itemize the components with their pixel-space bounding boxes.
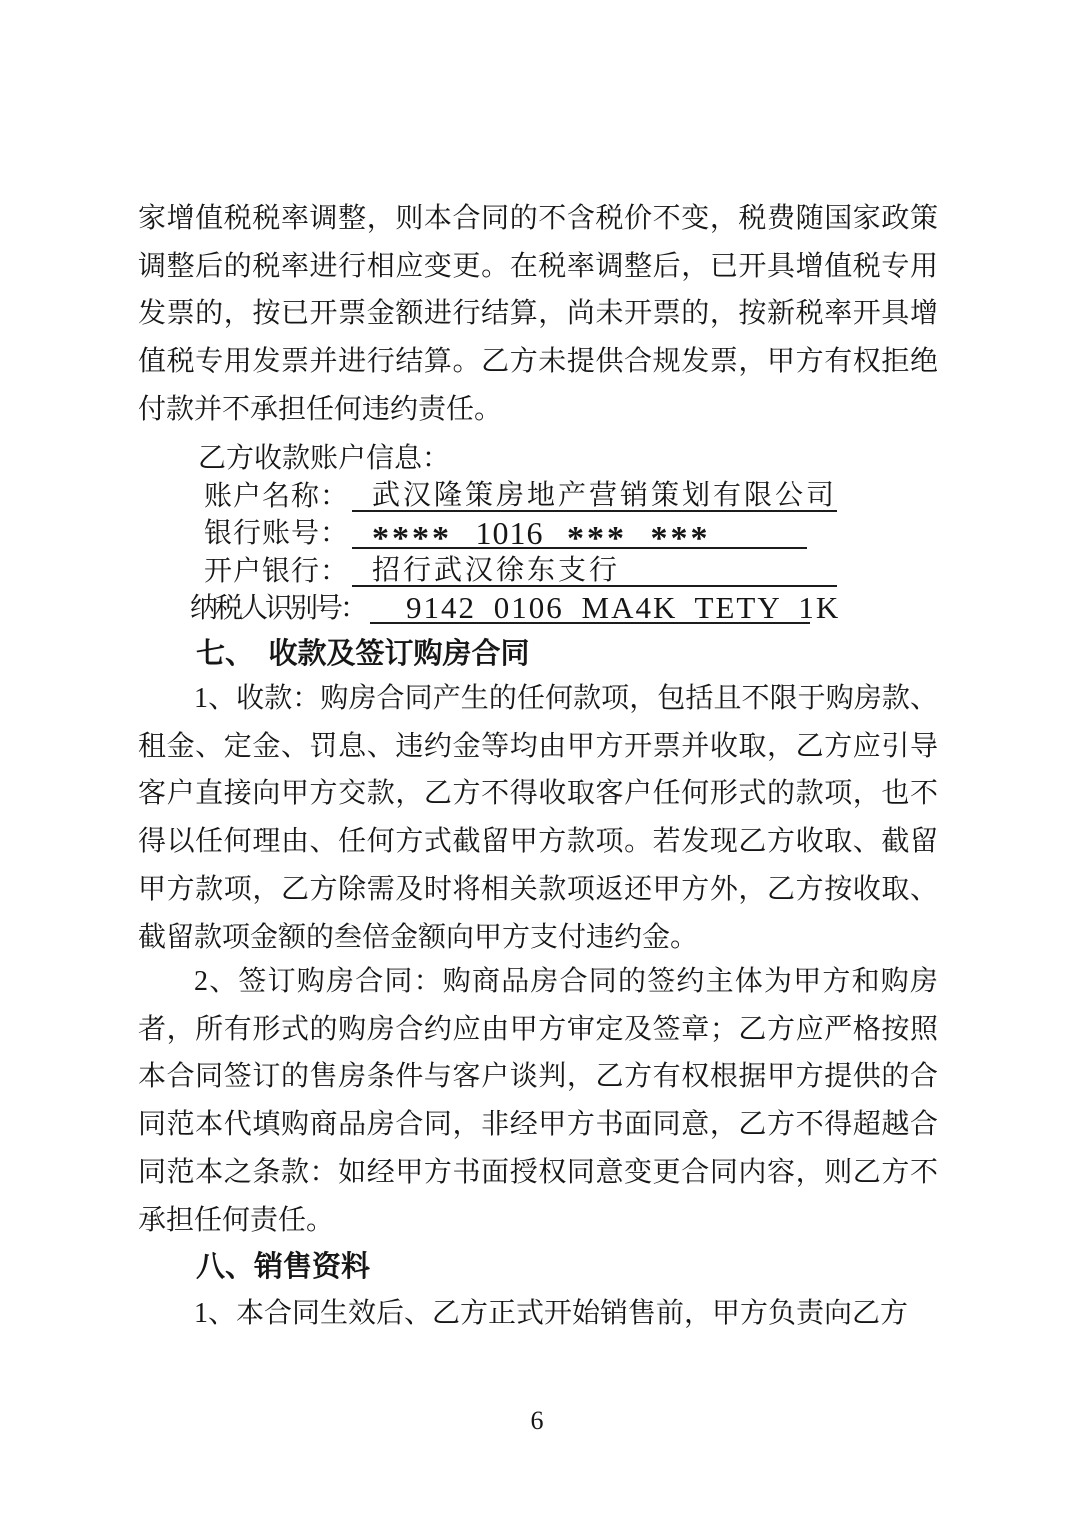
account-name-label: 账户名称： [204,480,350,512]
taxpayer-id-label: 纳税人识别号： [190,593,366,625]
visible-digits: 1016 [475,515,544,552]
paragraph-signing-purchase-contract: 2、签订购房合同：购商品房合同的签约主体为甲方和购房者，所有形式的购房合约应由甲方审定及签章；乙方应严格按照本合同签订的售房条件与客户谈判，乙方有权根据甲方提供的合同范本代填购商品房合同，非经甲方书面同意，乙方不得超越合同范本之条款：如经甲方书面授权同意变更合同内容，则乙方不承担任何责任。 [138,966,938,1236]
paragraph-payment-collection: 1、收款：购房合同产生的任何款项，包括且不限于购房款、租金、定金、罚息、违约金等均由甲方开票并收取，乙方应引导客户直接向甲方交款，乙方不得收取客户任何形式的款项，也不得以任何理由、任何方式截留甲方款项。若发现乙方收取、截留甲方款项，乙方除需及时将相关款项返还甲方外，乙方按收取、截留款项金额的叁倍金额向甲方支付违约金。 [138,683,938,953]
account-info-intro: 乙方收款账户信息： [198,443,451,474]
section-heading-eight-sales-materials: 八、销售资料 [196,1251,371,1283]
account-row-bank [138,553,938,591]
account-row-name [138,478,938,516]
taxpayer-id-value: 9142 0106 MA4K TETY 1K [370,593,810,624]
section-heading-seven-payment-and-contract: 七、 收款及签订购房合同 [196,638,530,670]
payee-account-info-block [138,440,938,628]
account-name-value: 武汉隆策房地产营销策划有限公司 [352,481,837,512]
bank-number-label: 银行账号： [204,518,350,550]
account-row-taxpayer-id [138,590,938,628]
page-number: 6 [530,1406,544,1435]
paragraph-vat-adjustment: 家增值税税率调整，则本合同的不含税价不变，税费随国家政策调整后的税率进行相应变更。在税率调整后，已开具增值税专用发票的，按已开票金额进行结算，尚未开票的，按新税率开具增值税专用发票并进行结算。乙方未提供合规发票，甲方有权拒绝付款并不承担任何违约责任。 [138,203,938,425]
opening-bank-value: 招行武汉徐东支行 [352,556,837,587]
account-row-bank-number [138,515,938,558]
opening-bank-label: 开户银行： [204,555,350,587]
paragraph-sales-materials: 1、本合同生效后、乙方正式开始销售前，甲方负责向乙方 [194,1298,909,1329]
masked-digits-head: **** [372,520,476,558]
masked-digits-tail: *** *** [543,520,711,558]
bank-number-value [352,515,807,558]
